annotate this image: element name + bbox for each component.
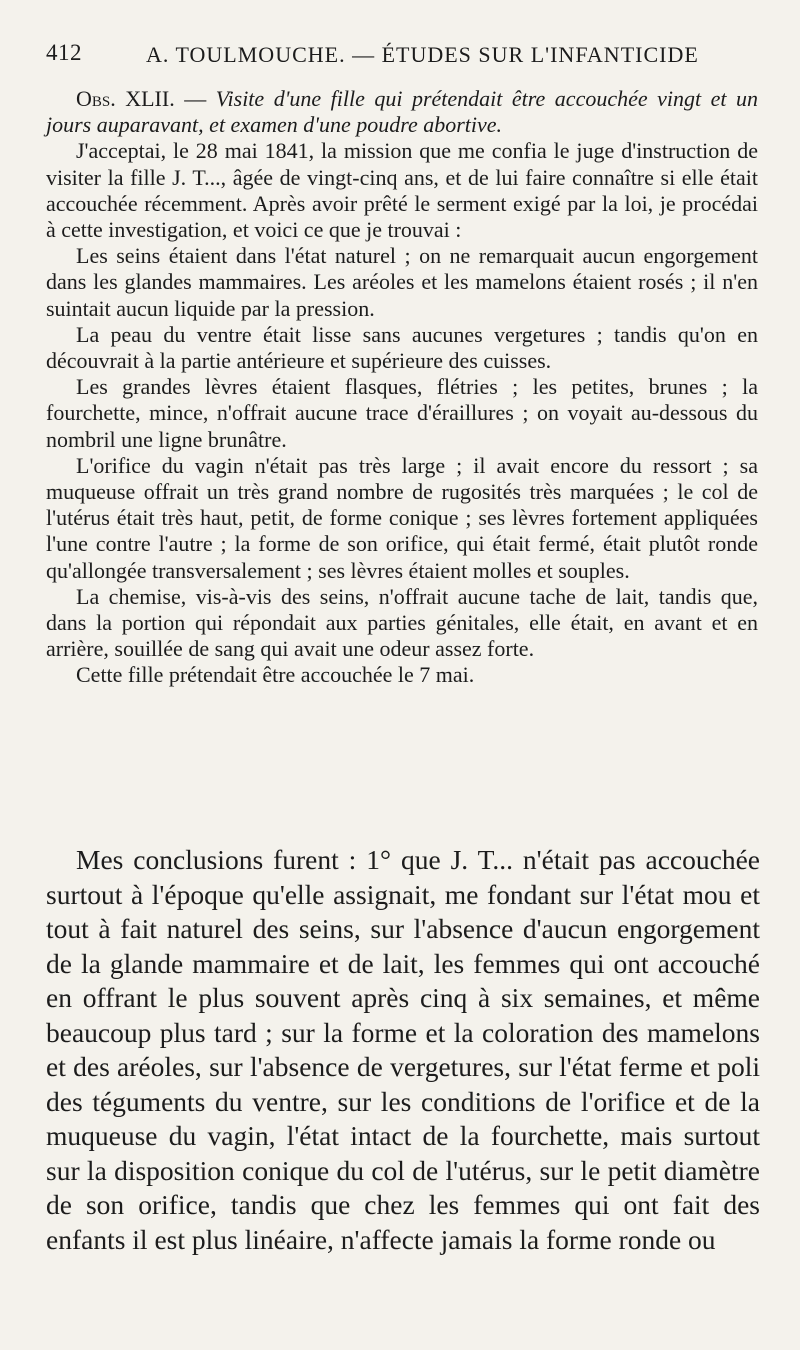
paragraph: J'acceptai, le 28 mai 1841, la mission que me confia le juge d'instruction de visiter la fille J. T..., âgée de vingt-cinq ans, et de lui faire connaître si elle était accouchée récemment. Après avoir prêté le serment exigé par la loi, je procédai à cette investigation, et voici ce que je trouvai : — [46, 138, 758, 243]
paragraph: Les seins étaient dans l'état naturel ; on ne remarquait aucun engorgement dans les glandes mammaires. Les aréoles et les mamelons étaient rosés ; il n'en suintait aucun liquide par la pression. — [46, 243, 758, 321]
running-title: A. TOULMOUCHE. — ÉTUDES SUR L'INFANTICIDE — [146, 42, 699, 67]
paragraph: Les grandes lèvres étaient flasques, flétries ; les petites, brunes ; la fourchette, mince, n'offrait aucune trace d'éraillures ; on voyait au-dessous du nombril une ligne brunâtre. — [46, 374, 758, 452]
page-number: 412 — [46, 40, 82, 65]
paragraph: La peau du ventre était lisse sans aucunes vergetures ; tandis qu'on en découvrait à la partie antérieure et supérieure des cuisses. — [46, 321, 758, 374]
paragraph: L'orifice du vagin n'était pas très large ; il avait encore du ressort ; sa muqueuse offrait un très grand nombre de rugosités très marquées ; le col de l'utérus était très haut, petit, de forme conique ; ses lèvres fortement appliquées l'une contre l'autre ; la forme de son orifice, qui était fermé, était plutôt ronde qu'allongée transversalement ; ses lèvres étaient molles et souples. — [46, 452, 758, 583]
observation-block — [46, 86, 758, 689]
observation-label: Obs. XLII. — — [76, 86, 207, 111]
paragraph: Cette fille prétendait être accouchée le 7 mai. — [76, 662, 475, 688]
paragraph: La chemise, vis-à-vis des seins, n'offrait aucune tache de lait, tandis que, dans la portion qui répondait aux parties génitales, elle était, en avant et en arrière, souillée de sang qui avait une odeur assez forte. — [46, 583, 758, 662]
conclusion-paragraph: Mes conclusions furent : 1° que J. T... n'était pas accouchée surtout à l'époque qu'elle assignait, me fondant sur l'état mou et tout à fait naturel des seins, sur l'absence d'aucun engorgement de la glande mammaire et de lait, les femmes qui ont accouché en offrant le plus souvent après cinq à six semaines, et même beaucoup plus tard ; sur la forme et la coloration des mamelons et des aréoles, sur l'absence de vergetures, sur l'état ferme et poli des téguments du ventre, sur les conditions de l'orifice et de la muqueuse du vagin, l'état intact de la fourchette, mais surtout sur la disposition conique du col de l'utérus, sur le petit diamètre de son orifice, tandis que chez les femmes qui ont fait des enfants il est plus linéaire, n'affecte jamais la forme ronde ou — [46, 844, 760, 1255]
conclusion-block — [46, 843, 760, 1257]
running-header — [46, 40, 756, 74]
observation-title: Visite d'une fille qui prétendait être accouchée vingt et un jours auparavant, et examen d'une poudre abortive. — [46, 86, 758, 138]
observation-heading — [46, 86, 758, 138]
